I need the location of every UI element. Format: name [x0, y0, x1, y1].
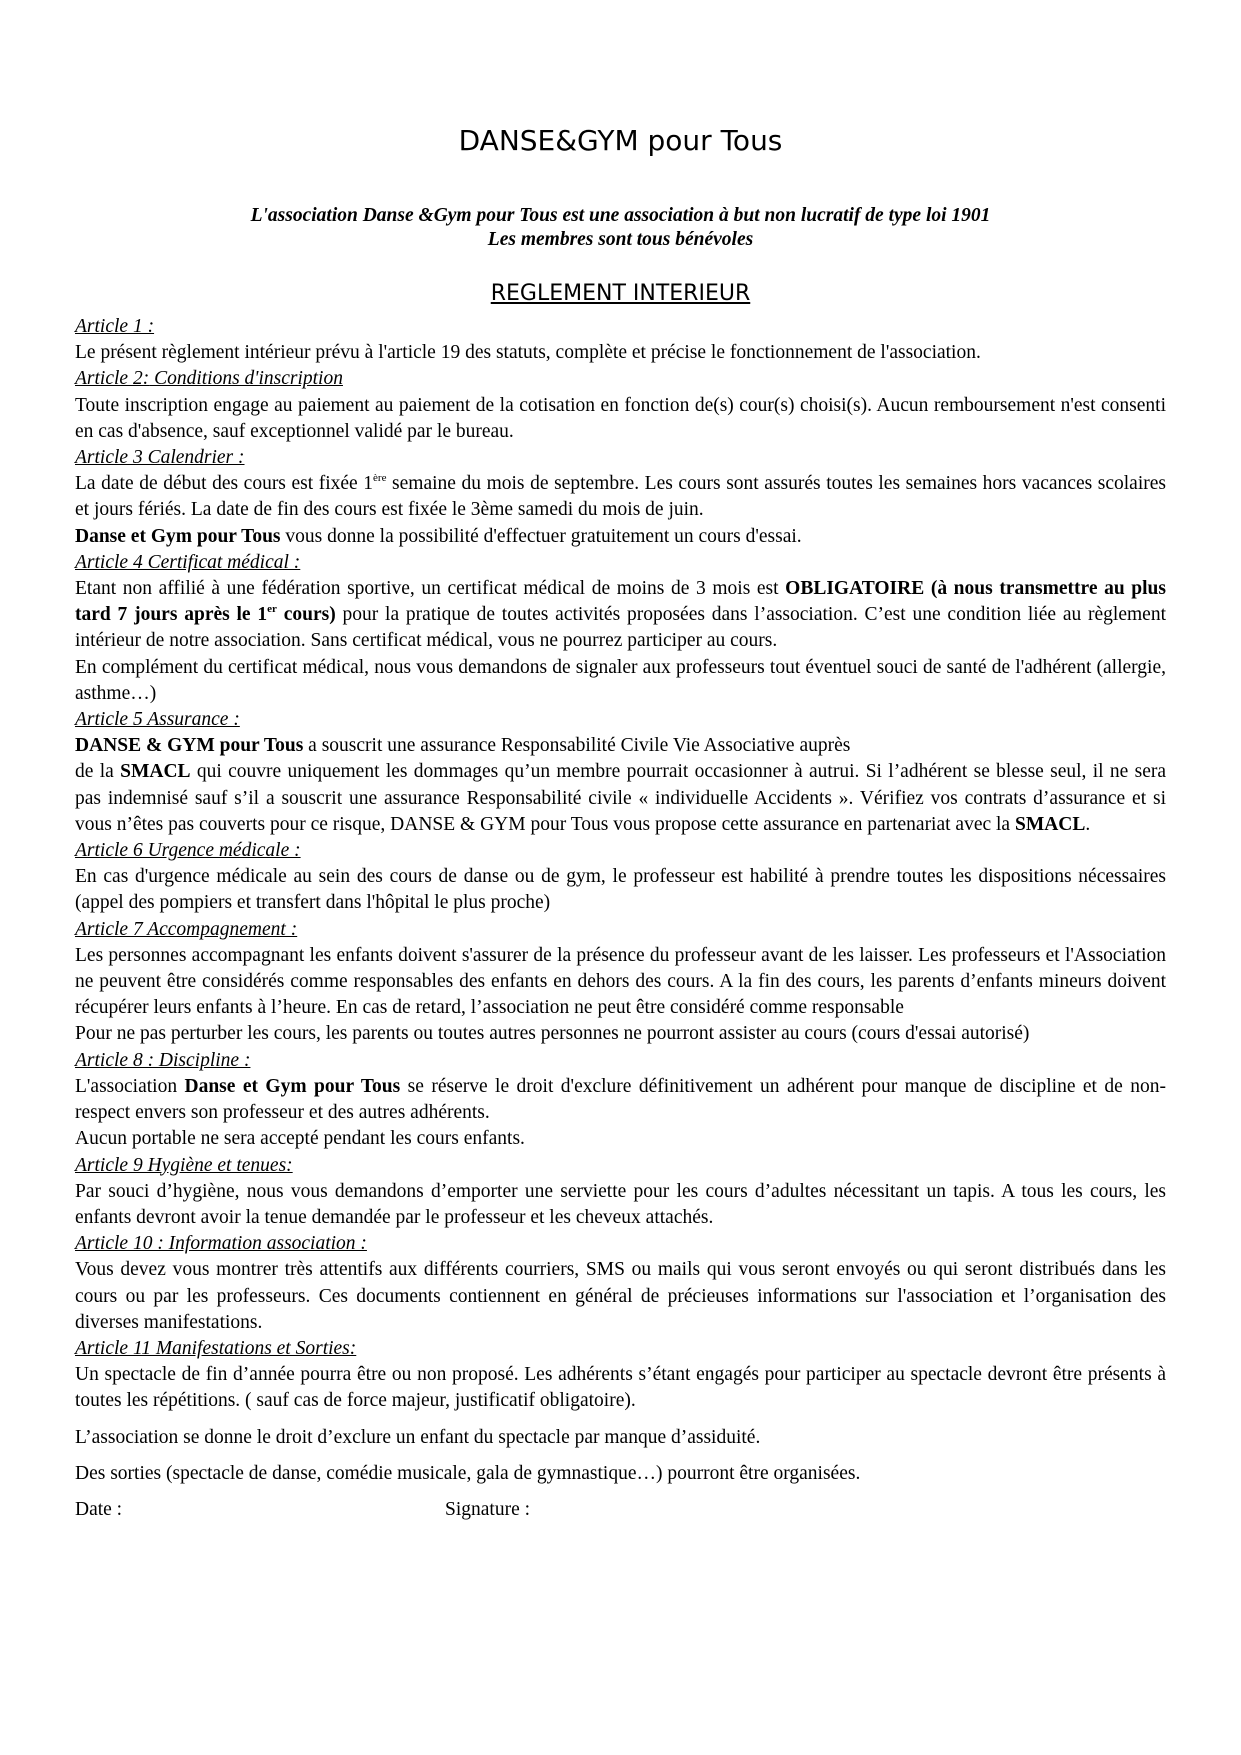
association-name-bold: Danse et Gym pour Tous	[75, 525, 281, 547]
document-body	[75, 314, 1166, 1523]
article-8-phones: Aucun portable ne sera accepté pendant les cours enfants.	[75, 1128, 525, 1150]
association-name-bold: Danse et Gym pour Tous	[184, 1075, 401, 1097]
article-5-text-part: .	[1085, 813, 1091, 835]
article-2-title	[75, 366, 1166, 392]
article-4-superscript: er	[267, 603, 277, 616]
article-7-title: Article 7 Accompagnement :	[75, 918, 298, 940]
article-9-title: Article 9 Hygiène et tenues:	[75, 1154, 293, 1176]
article-7-text: Les personnes accompagnant les enfants doivent s'assurer de la présence du professeur avant de les laisser. Les professeurs et l'Association ne peuvent être considérés comme responsables des enfants en dehors des cours. A la fin des cours, les parents d’enfants mineurs doivent récupérer leurs enfants à l’heure. En cas de retard, l’association ne peut être considéré comme responsable	[75, 944, 1166, 1019]
article-7-text-2: Pour ne pas perturber les cours, les parents ou toutes autres personnes ne pourront assister au cours (cours d'essai autorisé)	[75, 1023, 1030, 1045]
article-4-text-part: Etant non affilié à une fédération sportive, un certificat médical de moins de 3 mois est	[75, 578, 786, 600]
article-1-text: Le présent règlement intérieur prévu à l'article 19 des statuts, complète et précise le fonctionnement de l'association.	[75, 342, 981, 364]
subtitle-line-2: Les membres sont tous bénévoles	[487, 229, 754, 250]
article-4-title: Article 4 Certificat médical :	[75, 551, 301, 573]
article-10-title: Article 10 : Information association :	[75, 1233, 367, 1255]
article-5-intro	[75, 733, 1166, 759]
article-5-text-part: qui couvre uniquement les dommages qu’un membre pourrait occasionner à autrui. Si l’adhérent se blesse seul, il ne sera pas indemnisé sauf s’il a souscrit une assurance Responsabilité civile « individuelle Accidents ». Vérifiez vos contrats d’assurance et si vous n’êtes pas couverts pour ce risque, DANSE & GYM pour Tous vous propose cette assurance en partenariat avec la	[75, 761, 1166, 835]
article-8-text-part: se réserve le droit d'exclure définitivement un adhérent pour manque de discipline et de non-respect envers son professeur et des autres adhérents.	[75, 1075, 1166, 1124]
article-2	[75, 366, 1166, 445]
article-5-text	[75, 759, 1166, 838]
article-3-text-part: La date de début des cours est fixée 1	[75, 473, 374, 495]
article-7	[75, 917, 1166, 1048]
insurer-name-bold: SMACL	[120, 761, 191, 783]
article-9	[75, 1153, 1166, 1232]
article-4-text-part: pour la pratique de toutes activités proposées dans l’association. C’est une condition liée au règlement intérieur de notre association. Sans certificat médical, vous ne pourrez participer au cours.	[75, 604, 1166, 652]
article-8-text	[75, 1074, 1166, 1126]
association-name-bold: DANSE & GYM pour Tous	[75, 735, 304, 757]
article-1-title: Article 1 :	[75, 316, 155, 337]
article-2-title-label: Article 2:	[75, 368, 150, 390]
article-4-bold-part: OBLIGATOIRE (à nous transmettre au plus tard 7 jours après le 1	[75, 578, 1166, 626]
article-4-text	[75, 576, 1166, 655]
article-2-text: Toute inscription engage au paiement au paiement de la cotisation en fonction de(s) cour(s) choisi(s). Aucun remboursement n'est consenti en cas d'absence, sauf exceptionnel validé par le bureau.	[75, 394, 1166, 442]
article-6-text: En cas d'urgence médicale au sein des cours de danse ou de gym, le professeur est habilité à prendre toutes les dispositions nécessaires (appel des pompiers et transfert dans l'hôpital le plus proche)	[75, 866, 1166, 914]
article-3-trial-text: vous donne la possibilité d'effectuer gratuitement un cours d'essai.	[280, 525, 802, 547]
document-title: DANSE&GYM pour Tous	[458, 124, 783, 157]
subtitle-line-1: L'association Danse &Gym pour Tous est une association à but non lucratif de type loi 1901	[250, 205, 991, 226]
article-11-title: Article 11 Manifestations et Sorties:	[75, 1337, 357, 1359]
article-9-text: Par souci d’hygiène, nous vous demandons d’emporter une serviette pour les cours d’adultes nécessitant un tapis. A tous les cours, les enfants devront avoir la tenue demandée par le professeur et les cheveux attachés.	[75, 1180, 1166, 1228]
article-3-trial	[75, 524, 1166, 550]
article-8-text-part: L'association	[75, 1075, 185, 1097]
article-11-exclusion: L’association se donne le droit d’exclure un enfant du spectacle par manque d’assiduité.	[75, 1426, 761, 1448]
article-1	[75, 314, 1166, 366]
article-8	[75, 1048, 1166, 1153]
date-label: Date :	[75, 1498, 123, 1520]
article-11	[75, 1336, 1166, 1487]
article-6	[75, 838, 1166, 917]
article-6-title: Article 6 Urgence médicale :	[75, 840, 301, 862]
signature-row	[75, 1497, 1166, 1523]
section-heading: REGLEMENT INTERIEUR	[490, 281, 751, 306]
document-subtitle	[0, 204, 1241, 252]
article-11-text: Un spectacle de fin d’année pourra être ou non proposé. Les adhérents s’étant engagés pour participer au spectacle devront être présents à toutes les répétitions. ( sauf cas de force majeur, justificatif obligatoire).	[75, 1364, 1166, 1412]
article-10-text: Vous devez vous montrer très attentifs aux différents courriers, SMS ou mails qui vous seront envoyés ou qui seront distribués dans les cours ou par les professeurs. Ces documents contiennent en général de précieuses informations sur l'association et l’organisation des diverses manifestations.	[75, 1259, 1166, 1333]
article-3-text-part: semaine du mois de septembre. Les cours sont assurés toutes les semaines hors vacances scolaires et jours fériés. La date de fin des cours est fixée le 3ème samedi du mois de juin.	[75, 473, 1166, 521]
article-4-bold-part: cours)	[276, 604, 336, 626]
article-4-complement: En complément du certificat médical, nous vous demandons de signaler aux professeurs tout éventuel souci de santé de l'adhérent (allergie, asthme…)	[75, 656, 1166, 704]
article-8-title: Article 8 : Discipline :	[75, 1049, 251, 1071]
article-3	[75, 445, 1166, 550]
article-3-title: Article 3 Calendrier :	[75, 447, 245, 469]
article-11-outings: Des sorties (spectacle de danse, comédie musicale, gala de gymnastique…) pourront être organisées.	[75, 1462, 861, 1484]
signature-label: Signature :	[445, 1498, 531, 1520]
article-3-text	[75, 471, 1166, 523]
insurer-name-bold: SMACL	[1014, 813, 1086, 835]
article-2-title-rest: Conditions d'inscription	[149, 368, 343, 390]
article-5-text-part: a souscrit une assurance Responsabilité Civile Vie Associative auprès	[303, 735, 851, 757]
article-5-text-part: de la	[75, 761, 121, 783]
article-10	[75, 1231, 1166, 1336]
article-5	[75, 707, 1166, 838]
article-4	[75, 550, 1166, 707]
article-5-title: Article 5 Assurance :	[75, 709, 240, 731]
article-3-superscript: ère	[373, 472, 387, 485]
